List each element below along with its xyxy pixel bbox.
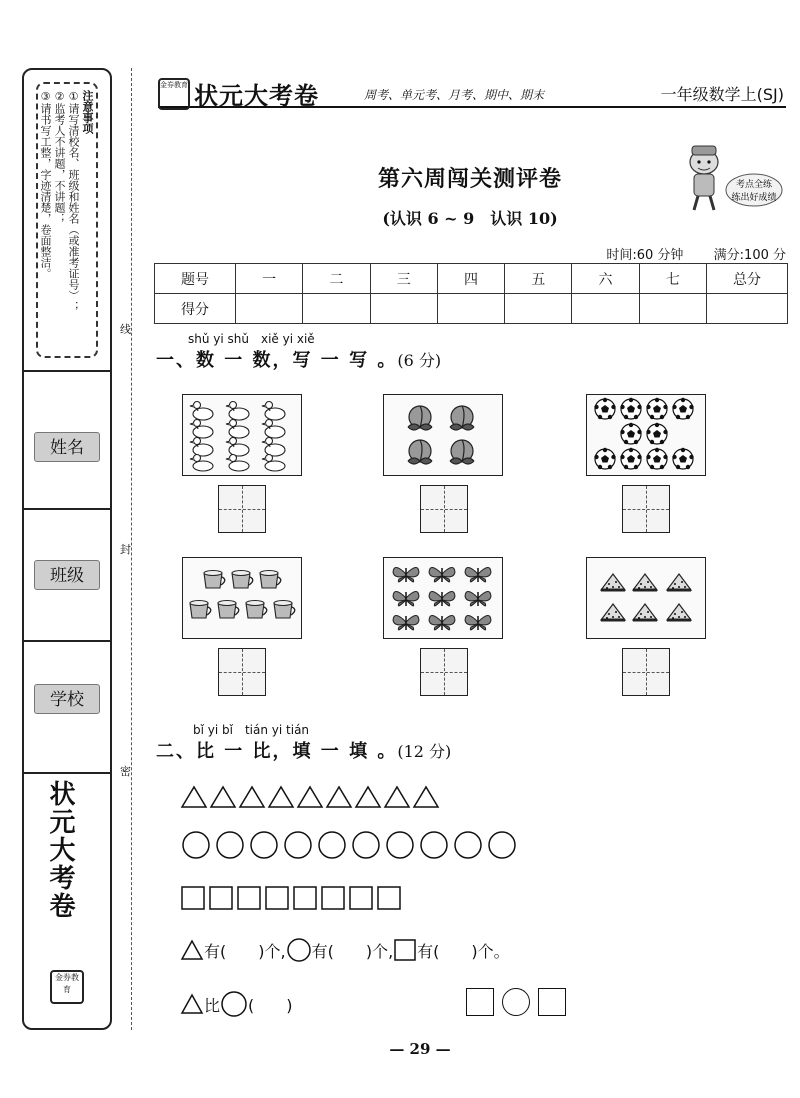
section1-title: 一、数 一 数，写 一 写 。 — [156, 350, 398, 371]
score-input-cell[interactable] — [639, 294, 706, 324]
circle — [285, 832, 311, 858]
square — [322, 887, 344, 909]
picture-box-peaches — [383, 394, 503, 476]
score-row-label: 得分 — [155, 294, 236, 324]
section2-heading — [156, 737, 451, 763]
triangle — [240, 787, 264, 807]
triangle — [182, 787, 206, 807]
picture-box-watermelons — [586, 557, 706, 639]
square — [238, 887, 260, 909]
score-input-cell[interactable] — [437, 294, 504, 324]
circle — [183, 832, 209, 858]
circle — [251, 832, 277, 858]
cut-char-xian: 线 — [120, 318, 131, 340]
triangle — [385, 787, 409, 807]
notice-item-1: ①请写清校名、班级和姓名（或准考证号）； — [67, 90, 80, 312]
triangle — [298, 787, 322, 807]
strip-publisher-text: 金券教育 — [55, 973, 79, 994]
header-slogan: 周考、单元考、月考、期中、期末 — [364, 88, 545, 102]
triangle — [211, 787, 235, 807]
triangle-row — [180, 784, 450, 810]
symbol-circle-box[interactable] — [502, 988, 530, 1016]
triangle — [356, 787, 380, 807]
circle — [421, 832, 447, 858]
section2-score: (12 分) — [397, 742, 452, 761]
page-number: — 29 — — [389, 1040, 451, 1058]
binding-strip — [22, 68, 112, 1030]
time-info — [560, 244, 786, 263]
publisher-logo-text: 金券教育 — [160, 81, 188, 89]
mascot-illustration — [678, 140, 784, 216]
page-subtitle: (认识 6 ~ 9 认识 10) — [382, 209, 558, 228]
picture-box-footballs — [586, 394, 706, 476]
full-score: 满分:100 分 — [713, 248, 786, 263]
cut-char-mi: 密 — [120, 760, 131, 782]
fill-line-2-blank[interactable]: ( ) — [248, 995, 293, 1015]
circle — [455, 832, 481, 858]
fill-line-1 — [180, 937, 510, 963]
square — [210, 887, 232, 909]
strip-brand-logo: 状元大考卷 — [45, 780, 75, 920]
score-header-cell: 五 — [505, 264, 572, 294]
score-input-cell[interactable] — [572, 294, 639, 324]
notice-heading: 注意事项 — [81, 90, 94, 134]
score-header-cell: 四 — [437, 264, 504, 294]
score-header-cell: 三 — [370, 264, 437, 294]
score-table — [154, 263, 788, 324]
triangle-icon — [180, 993, 204, 1015]
score-header-cell: 一 — [236, 264, 303, 294]
symbol-square-box[interactable] — [466, 988, 494, 1016]
circle — [489, 832, 515, 858]
square — [350, 887, 372, 909]
square-row — [180, 885, 420, 911]
class-label: 班级 — [34, 560, 100, 590]
circle — [217, 832, 243, 858]
square — [266, 887, 288, 909]
triangle — [269, 787, 293, 807]
cut-line — [131, 68, 132, 1030]
answer-box-watermelons[interactable] — [622, 648, 670, 696]
circle-icon — [220, 990, 248, 1018]
picture-box-butterflies — [383, 557, 503, 639]
notice-item-2: ②监考人不讲题，不讲题； — [53, 90, 66, 224]
symbol-square-box[interactable] — [538, 988, 566, 1016]
answer-box-cups[interactable] — [218, 648, 266, 696]
section1-score: (6 分) — [397, 351, 442, 370]
score-input-cell[interactable] — [303, 294, 370, 324]
section2-pinyin: bǐ yi bǐ tián yi tián — [193, 723, 310, 737]
triangle-icon — [180, 939, 204, 961]
score-header-cell: 二 — [303, 264, 370, 294]
notice-item-3: ③请书写工整，字迹清楚，卷面整洁。 — [39, 90, 52, 279]
brand-logo: 状元大考卷 — [194, 82, 319, 110]
section1-pinyin: shǔ yi shǔ xiě yi xiě — [188, 332, 315, 346]
fill-line-1-text-1[interactable]: 有( )个, — [204, 941, 286, 961]
notice-box — [36, 82, 98, 358]
score-header-cell: 七 — [639, 264, 706, 294]
score-table-header-row — [155, 264, 788, 294]
score-header-cell: 总分 — [707, 264, 788, 294]
circle-row — [180, 830, 525, 860]
class-cell — [24, 508, 110, 642]
header-grade: 一年级数学上(SJ) — [660, 85, 784, 104]
score-header-cell: 题号 — [155, 264, 236, 294]
square — [294, 887, 316, 909]
score-header-cell: 六 — [572, 264, 639, 294]
fill-line-1-text-3[interactable]: 有( )个。 — [417, 941, 510, 961]
section2-title: 二、比 一 比，填 一 填 。 — [156, 741, 398, 762]
strip-publisher-logo — [50, 970, 84, 1004]
answer-symbol-boxes — [466, 988, 566, 1016]
square-icon — [393, 938, 417, 962]
notice-text — [39, 90, 94, 352]
circle — [319, 832, 345, 858]
score-table-row — [155, 294, 788, 324]
mascot-line1: 考点全练 — [735, 180, 773, 190]
circle — [387, 832, 413, 858]
publisher-logo — [158, 78, 190, 110]
answer-box-peaches[interactable] — [420, 485, 468, 533]
name-cell — [24, 370, 110, 510]
square — [182, 887, 204, 909]
cut-char-feng: 封 — [120, 538, 131, 560]
time-limit: 时间:60 分钟 — [606, 248, 684, 263]
page-title: 第六周闯关测评卷 — [377, 166, 562, 192]
triangle — [327, 787, 351, 807]
picture-box-geese — [182, 394, 302, 476]
circle — [353, 832, 379, 858]
fill-line-2 — [180, 990, 293, 1018]
notice-cell — [24, 70, 110, 372]
answer-box-geese[interactable] — [218, 485, 266, 533]
school-cell — [24, 640, 110, 774]
picture-box-cups — [182, 557, 302, 639]
mascot-line2: 练出好成绩 — [731, 193, 777, 203]
answer-box-butterflies[interactable] — [420, 648, 468, 696]
score-input-cell[interactable] — [505, 294, 572, 324]
square — [378, 887, 400, 909]
score-input-cell[interactable] — [370, 294, 437, 324]
score-input-cell[interactable] — [236, 294, 303, 324]
name-label: 姓名 — [34, 432, 100, 462]
answer-box-footballs[interactable] — [622, 485, 670, 533]
triangle — [414, 787, 438, 807]
section1-heading — [156, 346, 441, 372]
score-input-cell[interactable] — [707, 294, 788, 324]
fill-line-1-text-2[interactable]: 有( )个, — [311, 941, 394, 961]
school-label: 学校 — [34, 684, 100, 714]
fill-line-2-text-1: 比 — [204, 995, 221, 1015]
circle-icon — [286, 937, 312, 963]
page-header — [158, 76, 786, 108]
